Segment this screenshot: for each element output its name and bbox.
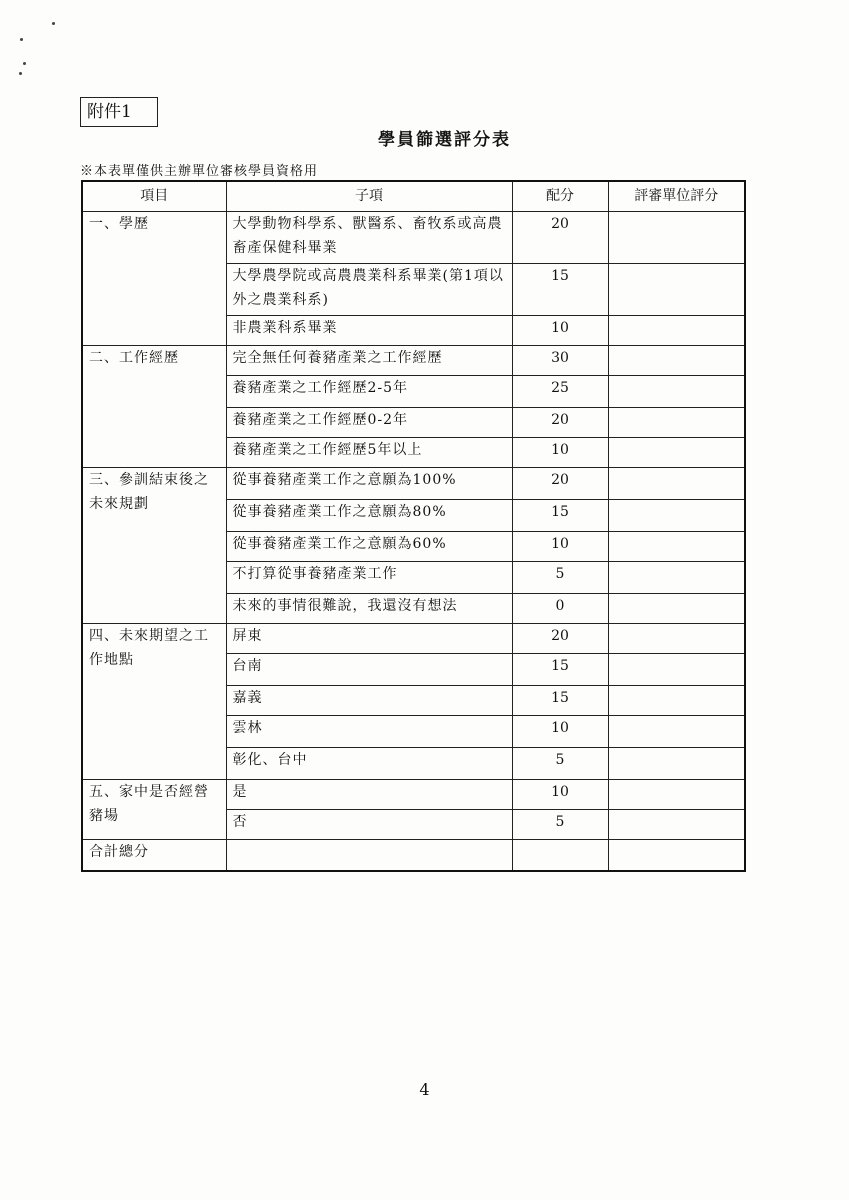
- score-value: 30: [512, 345, 608, 375]
- sub-item: 不打算從事養豬產業工作: [226, 561, 512, 593]
- review-score-cell[interactable]: [608, 467, 745, 499]
- sub-item: 彰化、台中: [226, 747, 512, 779]
- review-score-cell[interactable]: [608, 263, 745, 315]
- total-row: [82, 839, 745, 871]
- review-score-cell[interactable]: [608, 623, 745, 653]
- attachment-label: 附件1: [80, 97, 158, 127]
- score-value: 15: [512, 653, 608, 685]
- header-sub: 子項: [226, 181, 512, 211]
- sub-item: 是: [226, 779, 512, 809]
- sub-item: 嘉義: [226, 685, 512, 715]
- review-score-cell[interactable]: [608, 315, 745, 345]
- page-title: 學員篩選評分表: [378, 130, 511, 150]
- review-score-cell[interactable]: [608, 685, 745, 715]
- scan-speck: [23, 62, 26, 65]
- score-value: 20: [512, 467, 608, 499]
- sub-item: 雲林: [226, 715, 512, 747]
- total-label: 合計總分: [82, 839, 226, 871]
- table-row: [82, 345, 745, 375]
- header-review: 評審單位評分: [608, 181, 745, 211]
- score-value: 5: [512, 809, 608, 839]
- score-value: 10: [512, 437, 608, 467]
- review-score-cell[interactable]: [608, 407, 745, 437]
- score-value: 20: [512, 407, 608, 437]
- category-label: 二、工作經歷: [82, 345, 226, 467]
- category-label: 一、學歷: [82, 211, 226, 345]
- category-label: 三、參訓結束後之未來規劃: [82, 467, 226, 623]
- header-item: 項目: [82, 181, 226, 211]
- sub-item: 大學動物科學系、獸醫系、畜牧系或高農畜產保健科畢業: [226, 211, 512, 263]
- score-value: 0: [512, 593, 608, 623]
- sub-item: 大學農學院或高農農業科系畢業(第1項以外之農業科系): [226, 263, 512, 315]
- review-score-cell[interactable]: [608, 531, 745, 561]
- table-row: [82, 467, 745, 499]
- category-label: 五、家中是否經營豬場: [82, 779, 226, 839]
- review-score-cell[interactable]: [608, 779, 745, 809]
- score-value: 25: [512, 375, 608, 407]
- total-sub-cell: [226, 839, 512, 871]
- review-score-cell[interactable]: [608, 345, 745, 375]
- page-number: 4: [419, 1080, 430, 1099]
- sub-item: 屏東: [226, 623, 512, 653]
- sub-item: 從事養豬產業工作之意願為80%: [226, 499, 512, 531]
- review-score-cell[interactable]: [608, 211, 745, 263]
- usage-note: ※本表單僅供主辦單位審核學員資格用: [80, 164, 319, 179]
- scoring-table: [81, 180, 746, 872]
- sub-item: 養豬產業之工作經歷0-2年: [226, 407, 512, 437]
- review-score-cell[interactable]: [608, 561, 745, 593]
- header-row: [82, 181, 745, 211]
- total-review-cell[interactable]: [608, 839, 745, 871]
- score-value: 15: [512, 499, 608, 531]
- review-score-cell[interactable]: [608, 715, 745, 747]
- score-value: 10: [512, 531, 608, 561]
- review-score-cell[interactable]: [608, 499, 745, 531]
- score-value: 5: [512, 561, 608, 593]
- scan-speck: [20, 38, 23, 41]
- sub-item: 台南: [226, 653, 512, 685]
- sub-item: 養豬產業之工作經歷5年以上: [226, 437, 512, 467]
- scan-speck: [19, 72, 22, 75]
- sub-item: 完全無任何養豬產業之工作經歷: [226, 345, 512, 375]
- sub-item: 養豬產業之工作經歷2-5年: [226, 375, 512, 407]
- score-value: 10: [512, 315, 608, 345]
- sub-item: 未來的事情很難說，我還沒有想法: [226, 593, 512, 623]
- sub-item: 從事養豬產業工作之意願為60%: [226, 531, 512, 561]
- score-value: 20: [512, 211, 608, 263]
- score-value: 15: [512, 685, 608, 715]
- score-value: 15: [512, 263, 608, 315]
- score-value: 5: [512, 747, 608, 779]
- review-score-cell[interactable]: [608, 653, 745, 685]
- review-score-cell[interactable]: [608, 593, 745, 623]
- review-score-cell[interactable]: [608, 375, 745, 407]
- sub-item: 否: [226, 809, 512, 839]
- sub-item: 從事養豬產業工作之意願為100%: [226, 467, 512, 499]
- scan-speck: [52, 22, 55, 25]
- score-value: 20: [512, 623, 608, 653]
- table-row: [82, 211, 745, 263]
- review-score-cell[interactable]: [608, 747, 745, 779]
- header-score: 配分: [512, 181, 608, 211]
- score-value: 10: [512, 779, 608, 809]
- score-value: 10: [512, 715, 608, 747]
- table-row: [82, 623, 745, 653]
- review-score-cell[interactable]: [608, 437, 745, 467]
- total-score-cell: [512, 839, 608, 871]
- category-label: 四、未來期望之工作地點: [82, 623, 226, 779]
- table-row: [82, 779, 745, 809]
- review-score-cell[interactable]: [608, 809, 745, 839]
- sub-item: 非農業科系畢業: [226, 315, 512, 345]
